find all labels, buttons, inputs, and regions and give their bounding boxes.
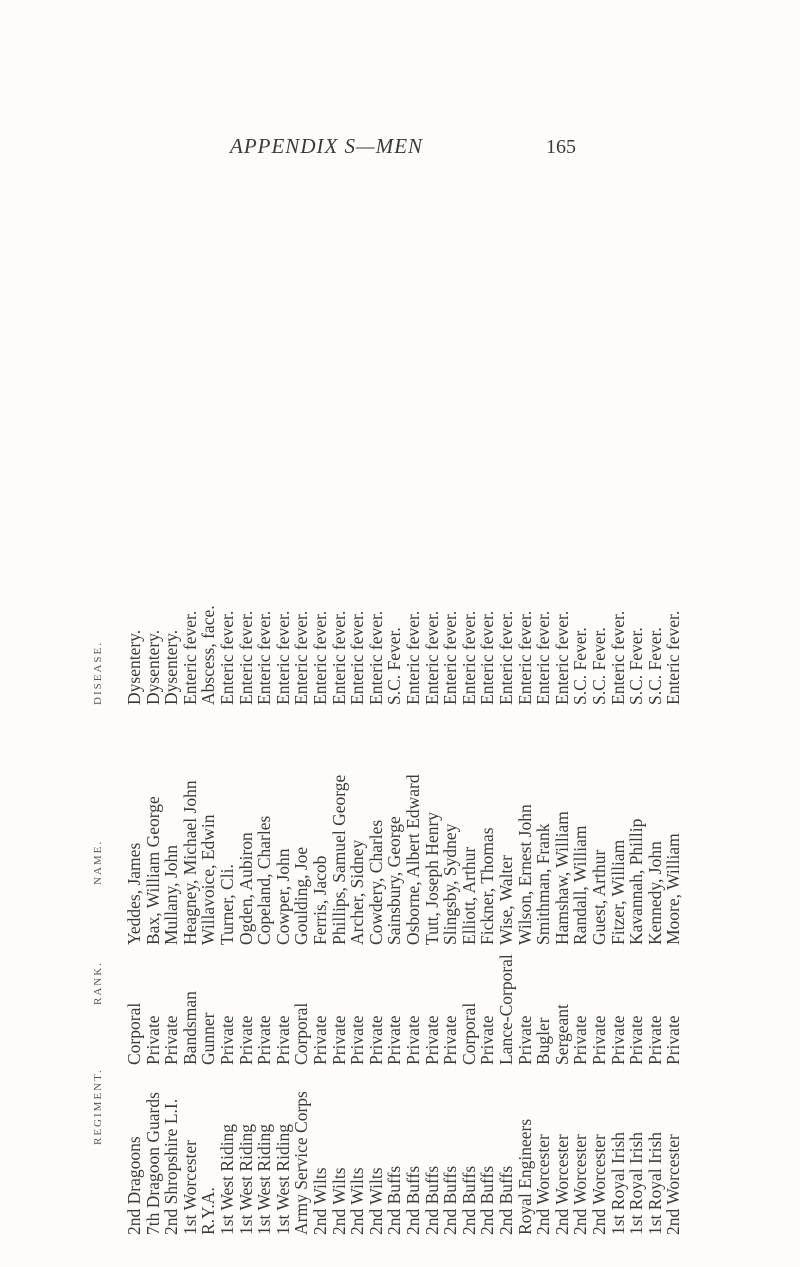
disease-cell: Enteric fever. — [272, 610, 293, 705]
regiment-cell: Army Service Corps — [291, 1091, 312, 1235]
name-cell: Tutt, Joseph Henry — [421, 811, 442, 945]
regiment-cell: 2nd Buffs — [477, 1165, 498, 1235]
rank-cell: Bandsman — [179, 991, 200, 1065]
regiment-cell: 2nd Dragoons — [124, 1136, 144, 1235]
name-cell: Randall, William — [570, 825, 591, 945]
name-cell: Wise, Walter — [496, 855, 516, 945]
regiment-cell: 1st West Riding — [272, 1123, 293, 1235]
name-cell: Archer, Sidney — [347, 839, 368, 945]
regiment-cell: R.Y.A. — [198, 1187, 219, 1235]
rank-cell: Private — [589, 1015, 609, 1065]
regiment-cell: 2nd Worcester — [589, 1134, 609, 1235]
name-cell: Guest, Arthur — [589, 849, 609, 945]
name-cell: Smithman, Frank — [533, 823, 554, 945]
rank-cell: Private — [384, 1015, 405, 1065]
rank-cell: Private — [514, 1015, 535, 1065]
rank-cell: Private — [272, 1015, 293, 1065]
page-number: 165 — [546, 136, 576, 158]
name-cell: Bax, William George — [142, 796, 163, 945]
name-cell: Ferris, Jacob — [310, 855, 330, 945]
rank-cell: Private — [626, 1015, 647, 1065]
disease-cell: Dysentery. — [124, 629, 144, 705]
name-cell: Willavoice, Edwin — [198, 814, 219, 945]
disease-cell: Enteric fever. — [440, 610, 461, 705]
regiment-cell: 1st Royal Irish — [607, 1131, 628, 1235]
regiment-cell: 1st West Riding — [235, 1123, 256, 1235]
name-cell: Slingsby, Sydney — [440, 823, 461, 945]
rotated-table — [80, 315, 684, 1235]
disease-cell: Enteric fever. — [477, 610, 498, 705]
name-cell: Phillips, Samuel George — [328, 774, 349, 945]
disease-cell: Abscess, face. — [198, 605, 219, 705]
disease-cell: Enteric fever. — [235, 610, 256, 705]
name-cell: Cowper, John — [272, 848, 293, 945]
regiment-cell: 2nd Wilts — [310, 1167, 330, 1235]
rank-cell: Private — [403, 1015, 423, 1065]
regiment-cell: 2nd Wilts — [328, 1167, 349, 1235]
rank-cell: Private — [365, 1015, 386, 1065]
rank-cell: Gunner — [198, 1012, 219, 1065]
regiment-cell: Royal Engineers — [514, 1118, 535, 1235]
rank-cell: Lance-Corporal — [496, 954, 516, 1065]
name-cell: Yeddes, James — [124, 842, 144, 945]
disease-cell: S.C. Fever. — [570, 627, 591, 705]
name-cell: Cowdery, Charles — [365, 819, 386, 945]
regiment-cell: 2nd Buffs — [496, 1165, 516, 1235]
name-cell: Hamshaw, William — [551, 811, 572, 945]
rank-cell: Private — [440, 1015, 461, 1065]
column-header-regiment: REGIMENT. — [92, 1068, 104, 1145]
disease-cell: Enteric fever. — [310, 610, 330, 705]
disease-cell: Enteric fever. — [254, 610, 275, 705]
rank-cell: Private — [644, 1015, 665, 1065]
rank-cell: Private — [254, 1015, 275, 1065]
name-cell: Fitzer, William — [607, 839, 628, 945]
disease-cell: Enteric fever. — [421, 610, 442, 705]
name-cell: Osborne, Albert Edward — [403, 774, 423, 945]
regiment-cell: 1st Royal Irish — [626, 1131, 647, 1235]
name-cell: Copeland, Charles — [254, 815, 275, 945]
disease-cell: S.C. Fever. — [589, 627, 609, 705]
regiment-cell: 1st Royal Irish — [644, 1131, 665, 1235]
name-cell: Kennedy, John — [644, 841, 665, 945]
disease-cell: Enteric fever. — [663, 610, 684, 705]
rank-cell: Private — [217, 1015, 237, 1065]
regiment-cell: 2nd Buffs — [384, 1165, 405, 1235]
name-cell: Elliott, Arthur — [458, 846, 479, 945]
rank-cell: Private — [347, 1015, 368, 1065]
column-header-disease: DISEASE. — [92, 641, 104, 705]
disease-cell: Enteric fever. — [607, 610, 628, 705]
name-cell: Ogden, Aubiron — [235, 832, 256, 945]
disease-cell: Enteric fever. — [496, 610, 516, 705]
regiment-cell: 2nd Worcester — [551, 1134, 572, 1235]
regiment-cell: 2nd Buffs — [440, 1165, 461, 1235]
rank-cell: Corporal — [124, 1002, 144, 1065]
disease-cell: S.C. Fever. — [644, 627, 665, 705]
disease-cell: Enteric fever. — [533, 610, 554, 705]
rank-cell: Sergeant — [551, 1004, 572, 1065]
regiment-cell: 1st West Riding — [254, 1123, 275, 1235]
column-header-name: NAME. — [92, 839, 104, 885]
regiment-cell: 2nd Wilts — [365, 1167, 386, 1235]
disease-cell: Enteric fever. — [291, 610, 312, 705]
disease-cell: Dysentery. — [161, 629, 182, 705]
disease-cell: Enteric fever. — [458, 610, 479, 705]
running-head — [0, 128, 800, 168]
disease-cell: S.C. Fever. — [626, 627, 647, 705]
disease-cell: Enteric fever. — [179, 610, 200, 705]
regiment-cell: 2nd Buffs — [421, 1165, 442, 1235]
name-cell: Moore, William — [663, 833, 684, 945]
name-cell: Wilson, Ernest John — [514, 804, 535, 945]
regiment-cell: 2nd Wilts — [347, 1167, 368, 1235]
disease-cell: Enteric fever. — [217, 610, 237, 705]
rank-cell: Private — [421, 1015, 442, 1065]
regiment-cell: 2nd Shropshire L.I. — [161, 1098, 182, 1235]
regiment-cell: 2nd Worcester — [570, 1134, 591, 1235]
rank-cell: Private — [161, 1015, 182, 1065]
rank-cell: Corporal — [458, 1002, 479, 1065]
disease-cell: Enteric fever. — [365, 610, 386, 705]
rank-cell: Private — [607, 1015, 628, 1065]
column-header-rank: RANK. — [92, 961, 104, 1005]
rank-cell: Private — [663, 1015, 684, 1065]
name-cell: Mullany, John — [161, 845, 182, 945]
regiment-cell: 1st West Riding — [217, 1123, 237, 1235]
name-cell: Sainsbury, George — [384, 816, 405, 945]
rank-cell: Corporal — [291, 1002, 312, 1065]
rank-cell: Private — [328, 1015, 349, 1065]
regiment-cell: 2nd Buffs — [458, 1165, 479, 1235]
disease-cell: Enteric fever. — [403, 610, 423, 705]
rank-cell: Private — [142, 1015, 163, 1065]
regiment-cell: 2nd Worcester — [663, 1134, 684, 1235]
disease-cell: Enteric fever. — [551, 610, 572, 705]
name-cell: Turner, Cli. — [217, 864, 237, 945]
disease-cell: Enteric fever. — [514, 610, 535, 705]
rank-cell: Private — [235, 1015, 256, 1065]
name-cell: Goulding, Joe — [291, 846, 312, 945]
regiment-cell: 2nd Buffs — [403, 1165, 423, 1235]
rank-cell: Bugler — [533, 1017, 554, 1065]
disease-cell: Dysentery. — [142, 629, 163, 705]
disease-cell: Enteric fever. — [347, 610, 368, 705]
regiment-cell: 1st Worcester — [179, 1140, 200, 1235]
disease-cell: S.C. Fever. — [384, 627, 405, 705]
rank-cell: Private — [570, 1015, 591, 1065]
name-cell: Kavannah, Phillip — [626, 818, 647, 945]
regiment-cell: 7th Dragoon Guards — [142, 1092, 163, 1235]
running-title: APPENDIX S—MEN — [230, 134, 424, 158]
name-cell: Fickner, Thomas — [477, 827, 498, 945]
disease-cell: Enteric fever. — [328, 610, 349, 705]
rank-cell: Private — [477, 1015, 498, 1065]
rank-cell: Private — [310, 1015, 330, 1065]
name-cell: Heagney, Michael John — [179, 780, 200, 945]
regiment-cell: 2nd Worcester — [533, 1134, 554, 1235]
